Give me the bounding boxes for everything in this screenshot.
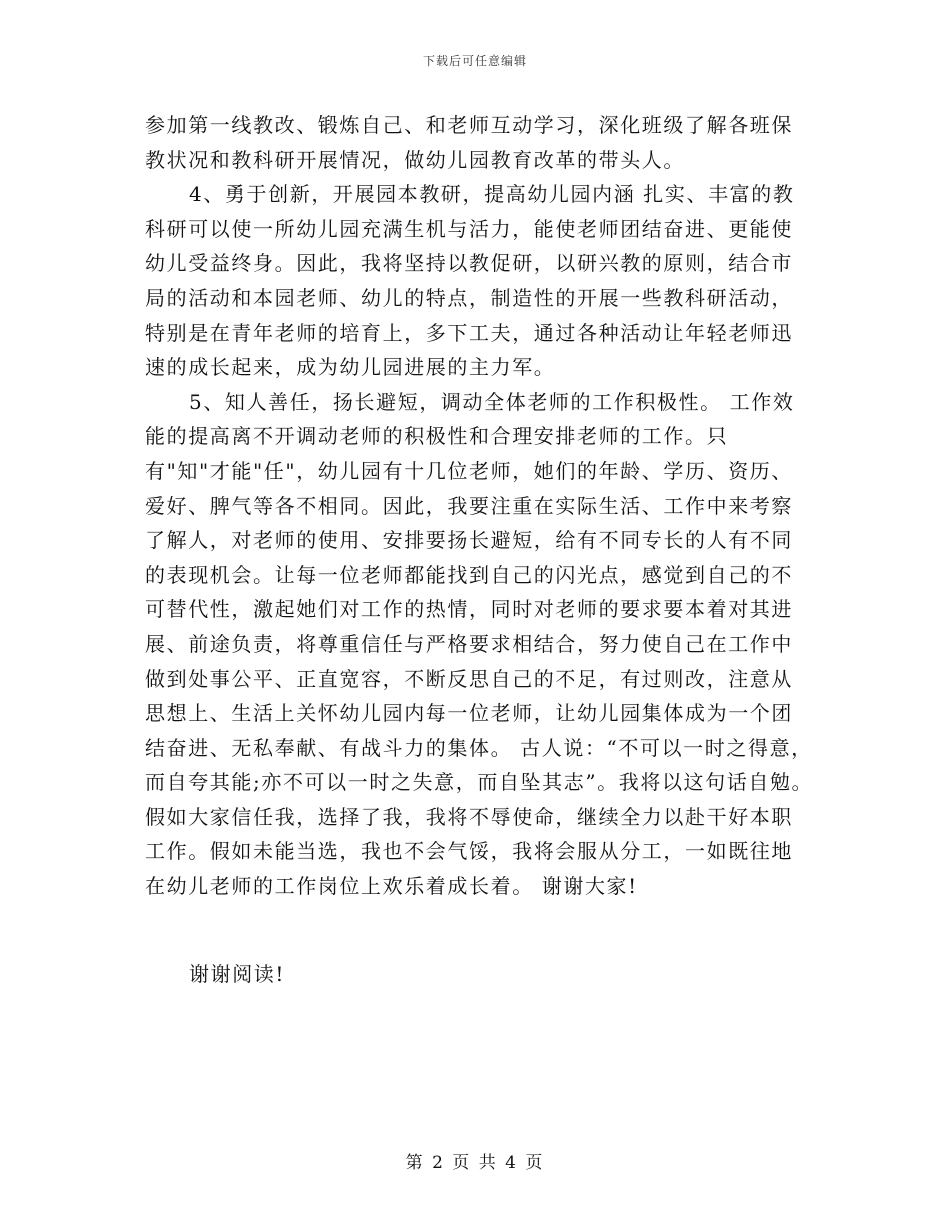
closing-text: 谢谢阅读!: [189, 962, 286, 986]
paragraph-line: 参加第一线教改、锻炼自己、和老师互动学习，深化班级了解各班保: [145, 113, 793, 137]
paragraph-line: 假如大家信任我，选择了我，我将不辱使命，继续全力以赴干好本职: [145, 804, 793, 829]
paragraph-line: 而自夸其能;亦不可以一时之失意，而自坠其志”。我将以这句话自勉。: [145, 770, 814, 795]
paragraph-line: 爱好、脾气等各不相同。因此，我要注重在实际生活、工作中来考察: [145, 493, 793, 518]
paragraph-line: 幼儿受益终身。因此，我将坚持以教促研，以研兴教的原则，结合市: [145, 251, 793, 276]
page-footer: 第 2 页 共 4 页: [405, 1153, 545, 1173]
paragraph-line: 可替代性，激起她们对工作的热情，同时对老师的要求要本着对其进: [145, 597, 793, 622]
paragraph-line: 科研可以使一所幼儿园充满生机与活力，能使老师团结奋进、更能使: [145, 216, 793, 241]
body-text: [145, 108, 835, 904]
paragraph-line: 展、前途负责，将尊重信任与严格要求相结合，努力使自己在工作中: [145, 631, 793, 656]
paragraph-line: 5、知人善任，扬长避短，调动全体老师的工作积极性。 工作效: [189, 389, 795, 414]
paragraph-line: 局的活动和本园老师、幼儿的特点，制造性的开展一些教科研活动，: [145, 285, 793, 310]
paragraph-line: 特别是在青年老师的培育上，多下工夫，通过各种活动让年轻老师迅: [145, 320, 793, 345]
paragraph-line: 的表现机会。让每一位老师都能找到自己的闪光点，感觉到自己的不: [145, 562, 793, 587]
paragraph-line: 速的成长起来，成为幼儿园进展的主力军。: [145, 355, 556, 380]
paragraph-line: 有"知"才能"任"，幼儿园有十几位老师，她们的年龄、学历、资历、: [145, 458, 793, 483]
paragraph-line: 4、勇于创新，开展园本教研，提高幼儿园内涵 扎实、丰富的教: [189, 182, 795, 207]
paragraph-line: 了解人，对老师的使用、安排要扬长避短，给有不同专长的人有不同: [145, 528, 793, 553]
paragraph-line: 在幼儿老师的工作岗位上欢乐着成长着。 谢谢大家!: [145, 874, 638, 899]
paragraph-line: 教状况和教科研开展情况，做幼儿园教育改革的带头人。: [145, 147, 685, 172]
page-header: 下载后可任意编辑: [422, 54, 527, 68]
paragraph-line: 结奋进、无私奉献、有战斗力的集体。 古人说：“不可以一时之得意，: [145, 735, 813, 760]
paragraph-line: 能的提高离不开调动老师的积极性和合理安排老师的工作。只: [145, 424, 729, 449]
paragraph-line: 思想上、生活上关怀幼儿园内每一位老师，让幼儿园集体成为一个团: [145, 701, 793, 726]
paragraph-line: 做到处事公平、正直宽容，不断反思自己的不足，有过则改，注意从: [145, 666, 793, 691]
paragraph-line: 工作。假如未能当选，我也不会气馁，我将会服从分工，一如既往地: [145, 839, 793, 864]
